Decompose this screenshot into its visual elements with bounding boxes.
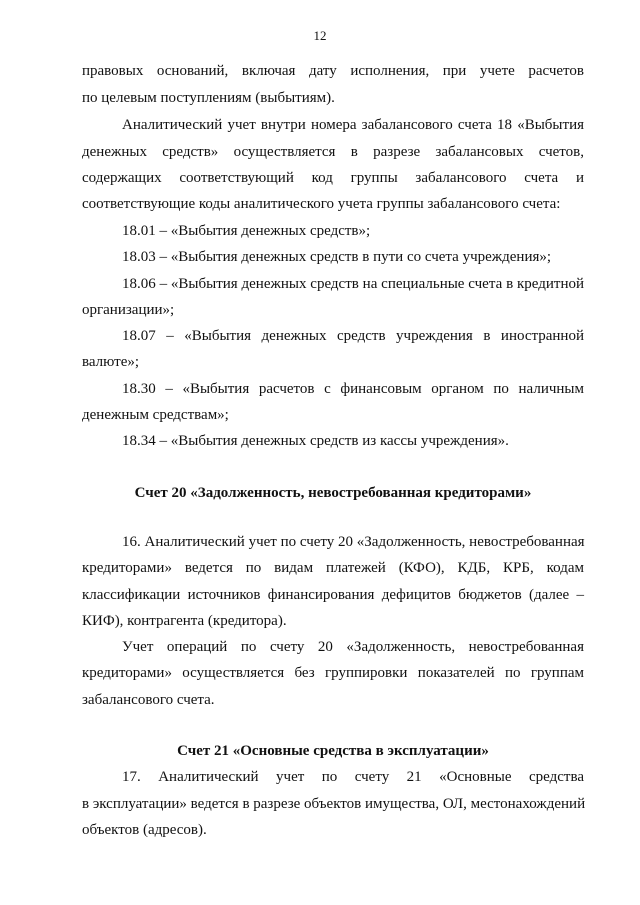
paragraph-line: кредиторами» ведется по видам платежей (КФО), КДБ, КРБ, кодам bbox=[82, 560, 584, 576]
paragraph-line: правовых оснований, включая дату исполнения, при учете расчетов bbox=[82, 63, 584, 79]
code-item-18-06-cont: организации»; bbox=[82, 302, 175, 318]
section-heading-account-21: Счет 21 «Основные средства в эксплуатации» bbox=[177, 743, 489, 759]
paragraph-line: соответствующие коды аналитического учета группы забалансового счета: bbox=[82, 196, 561, 212]
code-item-18-30-cont: денежным средствам»; bbox=[82, 407, 229, 423]
paragraph-line: КИФ), контрагента (кредитора). bbox=[82, 613, 287, 629]
code-item-18-07: 18.07 – «Выбытия денежных средств учреждения в иностранной bbox=[122, 328, 584, 344]
code-item-18-03: 18.03 – «Выбытия денежных средств в пути со счета учреждения»; bbox=[122, 249, 552, 265]
paragraph-line: 17. Аналитический учет по счету 21 «Основные средства bbox=[122, 769, 584, 785]
code-item-18-06: 18.06 – «Выбытия денежных средств на специальные счета в кредитной bbox=[122, 276, 584, 292]
paragraph-line: денежных средств» осуществляется в разрезе забалансовых счетов, bbox=[82, 144, 584, 160]
paragraph-line: содержащих соответствующий код группы забалансового счета и bbox=[82, 170, 584, 186]
section-heading-account-20: Счет 20 «Задолженность, невостребованная кредиторами» bbox=[134, 485, 532, 501]
paragraph-line: забалансового счета. bbox=[82, 692, 215, 708]
code-item-18-30: 18.30 – «Выбытия расчетов с финансовым органом по наличным bbox=[122, 381, 584, 397]
code-item-18-34: 18.34 – «Выбытия денежных средств из кассы учреждения». bbox=[122, 433, 509, 449]
page-number: 12 bbox=[313, 28, 327, 43]
paragraph-line: 16. Аналитический учет по счету 20 «Задолженность, невостребованная bbox=[122, 534, 585, 550]
paragraph-line: Учет операций по счету 20 «Задолженность, невостребованная bbox=[122, 639, 584, 655]
code-item-18-01: 18.01 – «Выбытия денежных средств»; bbox=[122, 223, 371, 239]
code-item-18-07-cont: валюте»; bbox=[82, 354, 140, 370]
paragraph-line: в эксплуатации» ведется в разрезе объектов имущества, ОЛ, местонахождений bbox=[82, 796, 586, 812]
paragraph-line: классификации источников финансирования дефицитов бюджетов (далее – bbox=[82, 587, 584, 603]
paragraph-line: кредиторами» осуществляется без группировки показателей по группам bbox=[82, 665, 584, 681]
paragraph-line: Аналитический учет внутри номера забалансового счета 18 «Выбытия bbox=[122, 117, 584, 133]
paragraph-line: объектов (адресов). bbox=[82, 822, 207, 838]
paragraph-line: по целевым поступлениям (выбытиям). bbox=[82, 90, 335, 106]
